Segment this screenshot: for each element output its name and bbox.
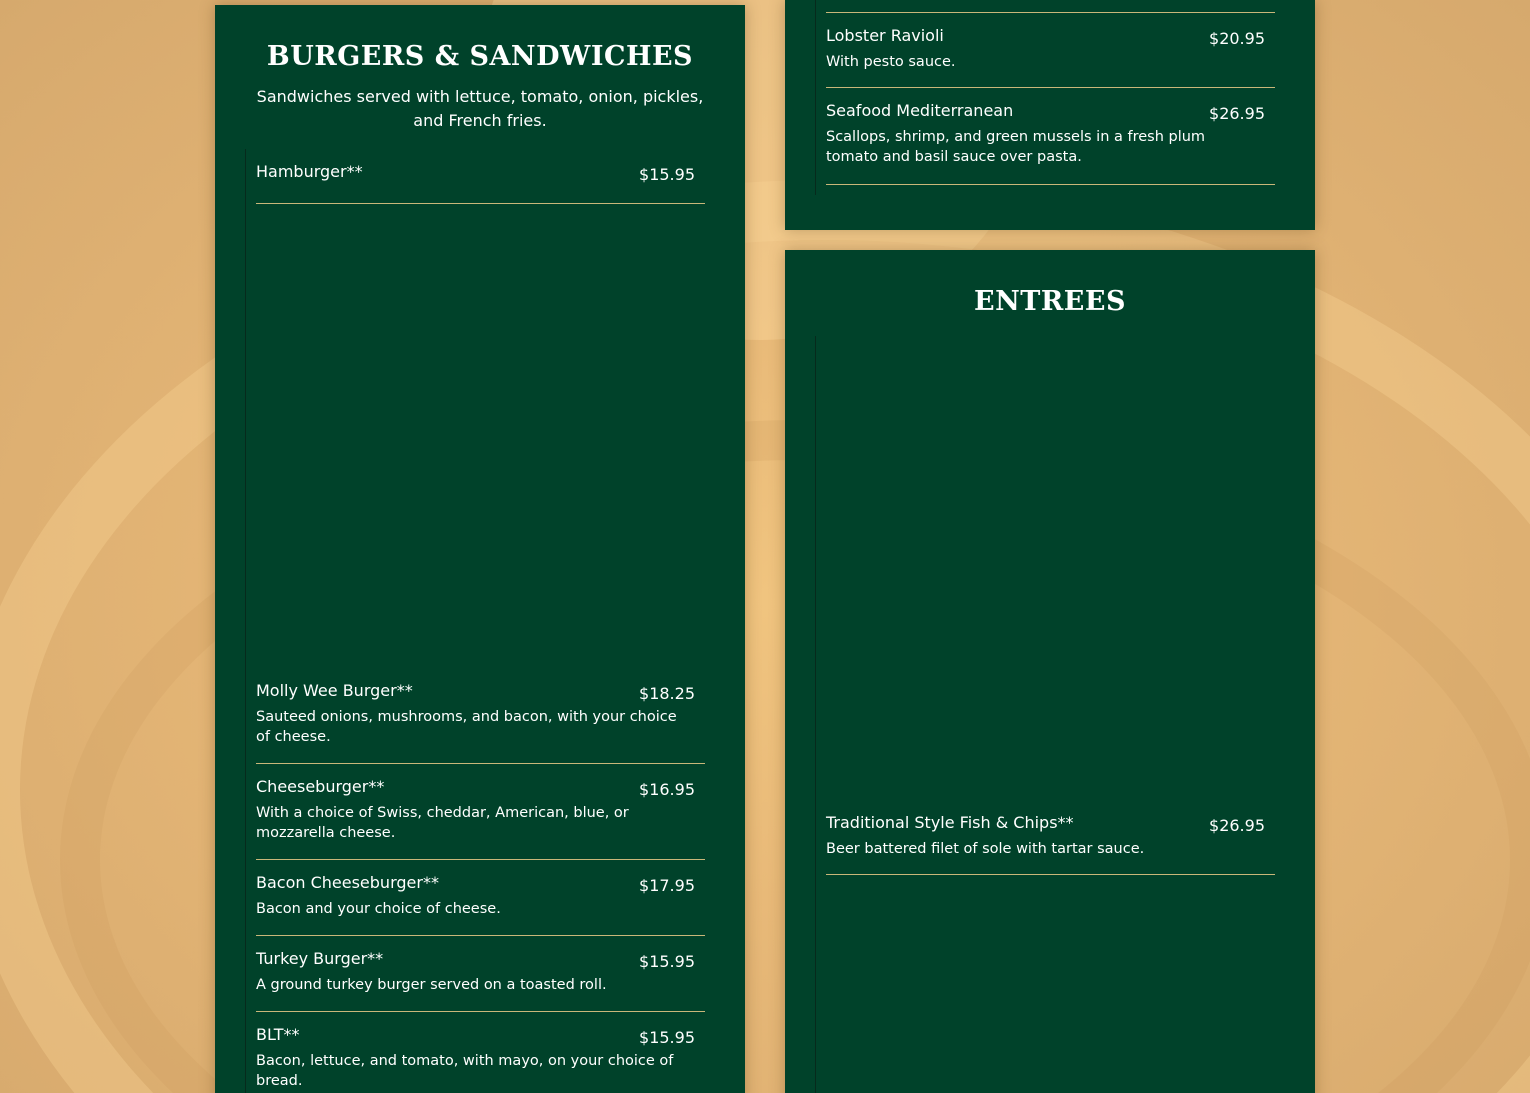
menu-item-name: Cheeseburger** — [256, 777, 385, 796]
menu-item-description: Bacon and your choice of cheese. — [256, 901, 501, 917]
entrees-panel — [785, 250, 1315, 1093]
menu-item-name: Lobster Ravioli — [826, 26, 944, 45]
menu-item-name: Turkey Burger** — [256, 949, 384, 968]
menu-item-molly-wee-burger — [256, 681, 705, 764]
menu-item-description: Sauteed onions, mushrooms, and bacon, with your choice of cheese. — [256, 709, 677, 745]
section-title-entrees: ENTREES — [974, 286, 1126, 317]
menu-item-turkey-burger — [256, 949, 705, 1012]
menu-item-description: With a choice of Swiss, cheddar, American, blue, or mozzarella cheese. — [256, 805, 629, 841]
menu-item-description: Beer battered filet of sole with tartar sauce. — [826, 841, 1145, 857]
menu-item-fish-and-chips — [826, 813, 1275, 875]
section-title-burgers: BURGERS & SANDWICHES — [266, 41, 694, 72]
menu-item-description: Bacon, lettuce, and tomato, with mayo, on your choice of bread. — [256, 1053, 674, 1089]
menu-item-name: Hamburger** — [256, 162, 363, 181]
menu-item-price: $15.95 — [639, 952, 695, 971]
menu-item-price: $17.95 — [639, 876, 695, 895]
burgers-sandwiches-panel — [215, 5, 745, 1093]
menu-item-description: Scallops, shrimp, and green mussels in a fresh plum tomato and basil sauce over pasta. — [826, 129, 1206, 165]
burgers-item-list — [245, 149, 716, 1093]
menu-item-price: $26.95 — [1209, 104, 1265, 123]
menu-item-description: With pesto sauce. — [826, 54, 956, 70]
menu-item-price: $26.95 — [1209, 816, 1265, 835]
entrees-item-list — [815, 336, 1286, 1093]
menu-item-hamburger — [256, 162, 705, 204]
menu-item-price: $15.95 — [639, 1028, 695, 1047]
menu-item-price: $16.95 — [639, 780, 695, 799]
section-subtitle-burgers: Sandwiches served with lettuce, tomato, onion, pickles, and French fries. — [256, 87, 704, 130]
menu-item-lobster-ravioli — [826, 26, 1275, 88]
menu-item-price: $18.25 — [639, 684, 695, 703]
menu-item-bacon-cheeseburger — [256, 873, 705, 936]
menu-item-blt — [256, 1025, 705, 1093]
menu-item-price: $15.95 — [639, 165, 695, 184]
menu-item-name: Bacon Cheeseburger** — [256, 873, 439, 892]
pasta-panel — [785, 0, 1315, 230]
menu-item-name: Seafood Mediterranean — [826, 101, 1014, 120]
menu-item-name: Traditional Style Fish & Chips** — [826, 813, 1074, 832]
menu-item-cheeseburger — [256, 777, 705, 860]
menu-item-seafood-mediterranean — [826, 101, 1275, 185]
menu-item-description: A ground turkey burger served on a toasted roll. — [256, 977, 607, 993]
menu-item-name: Molly Wee Burger** — [256, 681, 413, 700]
menu-item-name: BLT** — [256, 1025, 300, 1044]
divider — [826, 12, 1275, 13]
menu-item-price: $20.95 — [1209, 29, 1265, 48]
pasta-item-list — [815, 0, 1286, 195]
